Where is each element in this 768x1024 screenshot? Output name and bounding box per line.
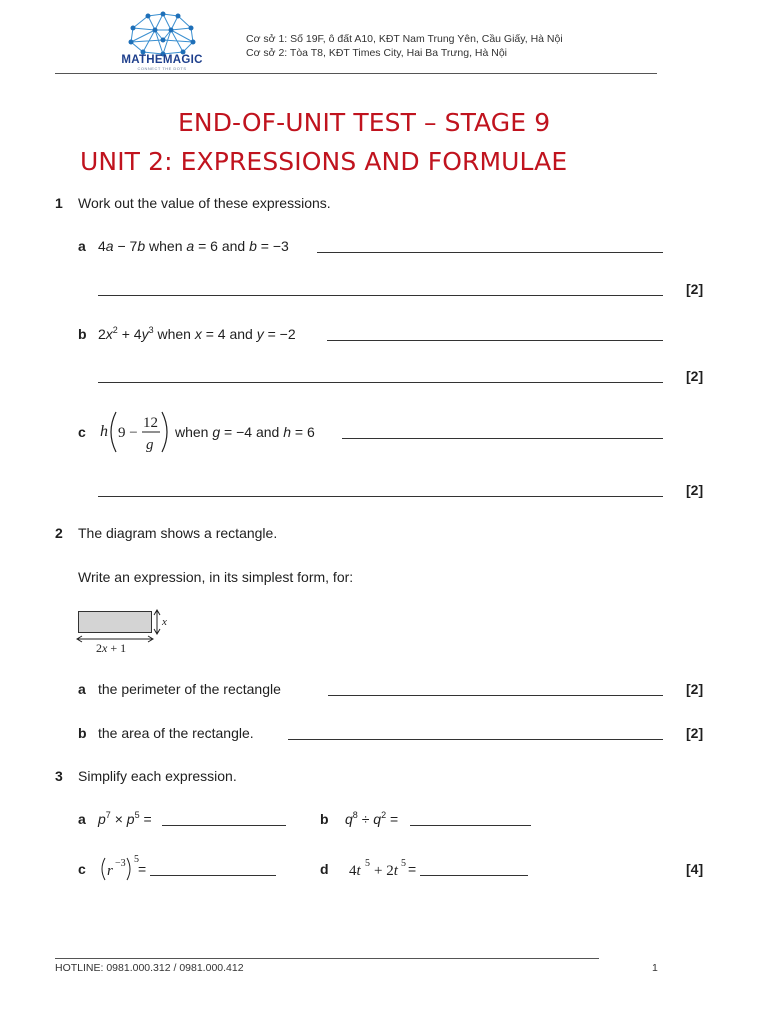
q2b-answer-line[interactable]: [288, 739, 663, 740]
q1a-answer-line-2[interactable]: [98, 295, 663, 296]
rectangle-height-label: x: [162, 616, 167, 628]
question-2-number: 2: [55, 525, 63, 541]
rectangle-diagram: [78, 611, 152, 633]
q3d-expression: [347, 852, 415, 882]
q3b-expression: $q^8 \div q^2$ =: [345, 810, 399, 827]
page-number: 1: [652, 962, 658, 974]
q3a-label: a: [78, 811, 86, 827]
question-3-text: Simplify each expression.: [78, 768, 237, 784]
question-1-text: Work out the value of these expressions.: [78, 195, 331, 211]
svg-text:+ 2t: + 2t: [374, 863, 398, 879]
q1c-answer-line-2[interactable]: [98, 496, 663, 497]
svg-text:−3: −3: [115, 858, 126, 869]
q1c-condition: when g = −4 and h = 6: [175, 424, 315, 440]
q1a-marks: [2]: [686, 281, 704, 297]
q2b-marks: [2]: [686, 725, 704, 741]
q1c-h: h: [100, 423, 108, 440]
header-divider: [55, 73, 657, 74]
footer-divider: [55, 958, 599, 959]
question-2-text: The diagram shows a rectangle.: [78, 525, 278, 541]
q3a-expression: $p^7 \times p^5$ =: [98, 810, 152, 827]
svg-text:5: 5: [134, 854, 139, 865]
question-3-number: 3: [55, 768, 63, 784]
q2a-answer-line[interactable]: [328, 695, 663, 696]
q3c-equals: =: [138, 861, 147, 877]
svg-text:4t: 4t: [349, 863, 361, 879]
q1b-label: b: [78, 326, 87, 342]
address-line-2: Cơ sở 2: Tòa T8, KĐT Times City, Hai Ba Trưng, Hà Nội: [246, 47, 508, 59]
q3-marks: [4]: [686, 861, 704, 877]
logo-tagline: CONNECT THE DOTS: [137, 66, 187, 71]
q2a-label: a: [78, 681, 86, 697]
q1c-answer-line[interactable]: [342, 438, 663, 439]
unit-title: UNIT 2: EXPRESSIONS AND FORMULAE: [80, 147, 568, 176]
svg-text:5: 5: [365, 858, 370, 869]
q1c-numerator: 12: [143, 415, 158, 431]
q1c-label: c: [78, 424, 86, 440]
address-line-1: Cơ sở 1: Số 19F, ô đất A10, KĐT Nam Trung Yên, Cầu Giấy, Hà Nội: [246, 33, 563, 45]
height-arrow-icon: [150, 608, 172, 636]
q3a-answer-line[interactable]: [162, 825, 286, 826]
q2a-marks: [2]: [686, 681, 704, 697]
q2b-text: the area of the rectangle.: [98, 725, 254, 741]
q1b-answer-line[interactable]: [327, 340, 663, 341]
q3c-answer-line[interactable]: [150, 875, 276, 876]
q1a-answer-line[interactable]: [317, 252, 663, 253]
svg-text:r: r: [107, 863, 113, 879]
q3b-answer-line[interactable]: [410, 825, 531, 826]
q1c-denominator: g: [146, 437, 154, 453]
q1b-expression: $2x^2 + 4y^3$ when x = 4 and y = −2: [98, 325, 296, 342]
footer-hotline: HOTLINE: 0981.000.312 / 0981.000.412: [55, 962, 244, 974]
q2a-text: the perimeter of the rectangle: [98, 681, 281, 697]
q3d-equals: =: [408, 861, 417, 877]
q1c-nine: 9 −: [118, 425, 138, 441]
q3c-label: c: [78, 861, 86, 877]
q1b-answer-line-2[interactable]: [98, 382, 663, 383]
q3b-label: b: [320, 811, 329, 827]
test-title: END-OF-UNIT TEST – STAGE 9: [178, 108, 551, 137]
svg-text:5: 5: [401, 858, 406, 869]
q1a-label: a: [78, 238, 86, 254]
logo-text: MATHEMAGIC: [121, 54, 203, 66]
q3d-answer-line[interactable]: [420, 875, 528, 876]
q1a-expression: 4a − 7b when a = 6 and b = −3: [98, 238, 289, 254]
rectangle-width-label: 2x + 1: [96, 641, 127, 655]
q3d-label: d: [320, 861, 329, 877]
q2b-label: b: [78, 725, 87, 741]
question-1-number: 1: [55, 195, 63, 211]
q1c-marks: [2]: [686, 482, 704, 498]
q3c-expression: [96, 852, 142, 882]
q1b-marks: [2]: [686, 368, 704, 384]
question-2-instruction: Write an expression, in its simplest form, for:: [78, 569, 354, 585]
q1c-fraction-expression: [98, 408, 172, 456]
